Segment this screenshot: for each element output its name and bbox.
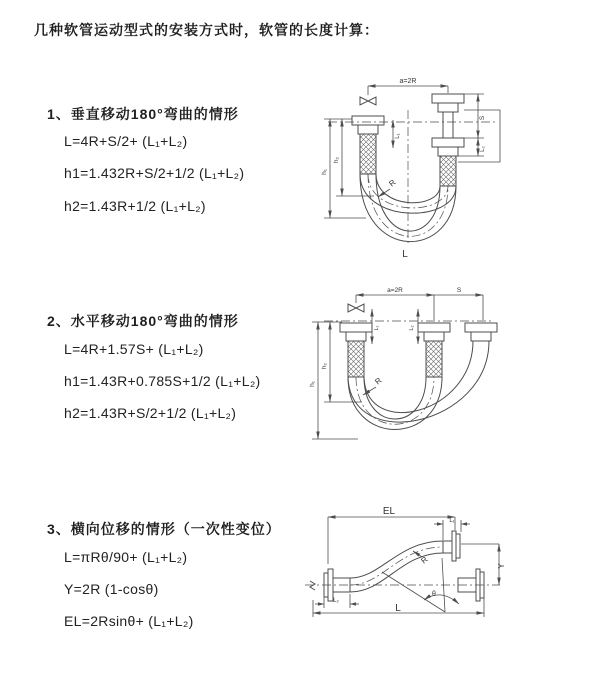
dim-label-h1: h₁ — [321, 169, 328, 175]
valve-icon — [360, 97, 376, 105]
dim-label-l1: L₁ — [395, 133, 401, 139]
section-3-formula-y: Y=2R (1-cosθ) — [64, 581, 159, 597]
length-label: L — [402, 249, 408, 260]
dim-label-h1: h₁ — [309, 381, 316, 387]
dim-label-l2: L₂ — [480, 146, 486, 152]
dim-label-y: Y — [497, 563, 506, 569]
radius-label: R — [419, 554, 430, 566]
dim-label-l2: L₂ — [333, 598, 339, 604]
section-3-formula-el: EL=2Rsinθ+ (L₁+L₂) — [64, 613, 194, 629]
section-2-formula-l: L=4R+1.57S+ (L₁+L₂) — [64, 341, 204, 357]
middle-fitting — [418, 323, 450, 377]
dim-a2r-s — [356, 295, 483, 320]
section-2-formula-h1: h1=1.43R+0.785S+1/2 (L₁+L₂) — [64, 373, 261, 389]
dim-label-s: S — [456, 287, 462, 294]
section-3-heading: 3、横向位移的情形（一次性变位） — [47, 521, 281, 537]
diagram-vertical-180-bend — [306, 72, 598, 268]
dim-label-l1: L₁ — [374, 325, 380, 331]
dim-s-l2 — [458, 94, 500, 162]
section-2-formula-h2: h2=1.43R+S/2+1/2 (L₁+L₂) — [64, 405, 237, 421]
section-2-heading: 2、水平移动180°弯曲的情形 — [47, 313, 239, 329]
dim-label-h2: h₂ — [321, 362, 328, 370]
dim-label-l2: L₂ — [409, 325, 415, 331]
dim-label-h2: h₂ — [333, 156, 340, 164]
radius-label: R — [387, 177, 398, 189]
dim-label-a2r: a=2R — [387, 287, 403, 294]
section-1-heading: 1、垂直移动180°弯曲的情形 — [47, 106, 239, 122]
left-fitting — [340, 323, 372, 377]
right-fitting — [465, 323, 497, 341]
radius-label: R — [373, 375, 384, 387]
top-right-flange — [443, 531, 460, 561]
dim-label-l1: L₁ — [449, 518, 455, 524]
dim-label-l: L — [395, 603, 401, 614]
dim-h1-h2 — [312, 322, 362, 439]
section-1-formula-h1: h1=1.432R+S/2+1/2 (L₁+L₂) — [64, 165, 245, 181]
angle-label: θ — [432, 591, 436, 598]
break-mark — [310, 581, 315, 590]
section-3-formula-l: L=πRθ/90+ (L₁+L₂) — [64, 549, 188, 565]
valve-icon — [348, 304, 364, 312]
dim-label-a2r: a=2R — [399, 78, 417, 85]
diagram-lateral-displacement — [303, 500, 600, 665]
right-fitting — [432, 94, 464, 186]
section-1-formula-h2: h2=1.43R+1/2 (L₁+L₂) — [64, 198, 206, 214]
section-1-formula-l: L=4R+S/2+ (L₁+L₂) — [64, 133, 188, 149]
diagram-horizontal-180-bend — [306, 284, 598, 456]
left-fitting — [352, 116, 384, 174]
page-title: 几种软管运动型式的安装方式时，软管的长度计算： — [34, 22, 379, 38]
hose-u-bend — [348, 341, 489, 430]
hose-s-curve — [350, 541, 443, 592]
dim-label-s: S — [479, 115, 486, 121]
dim-label-el: EL — [382, 506, 396, 517]
